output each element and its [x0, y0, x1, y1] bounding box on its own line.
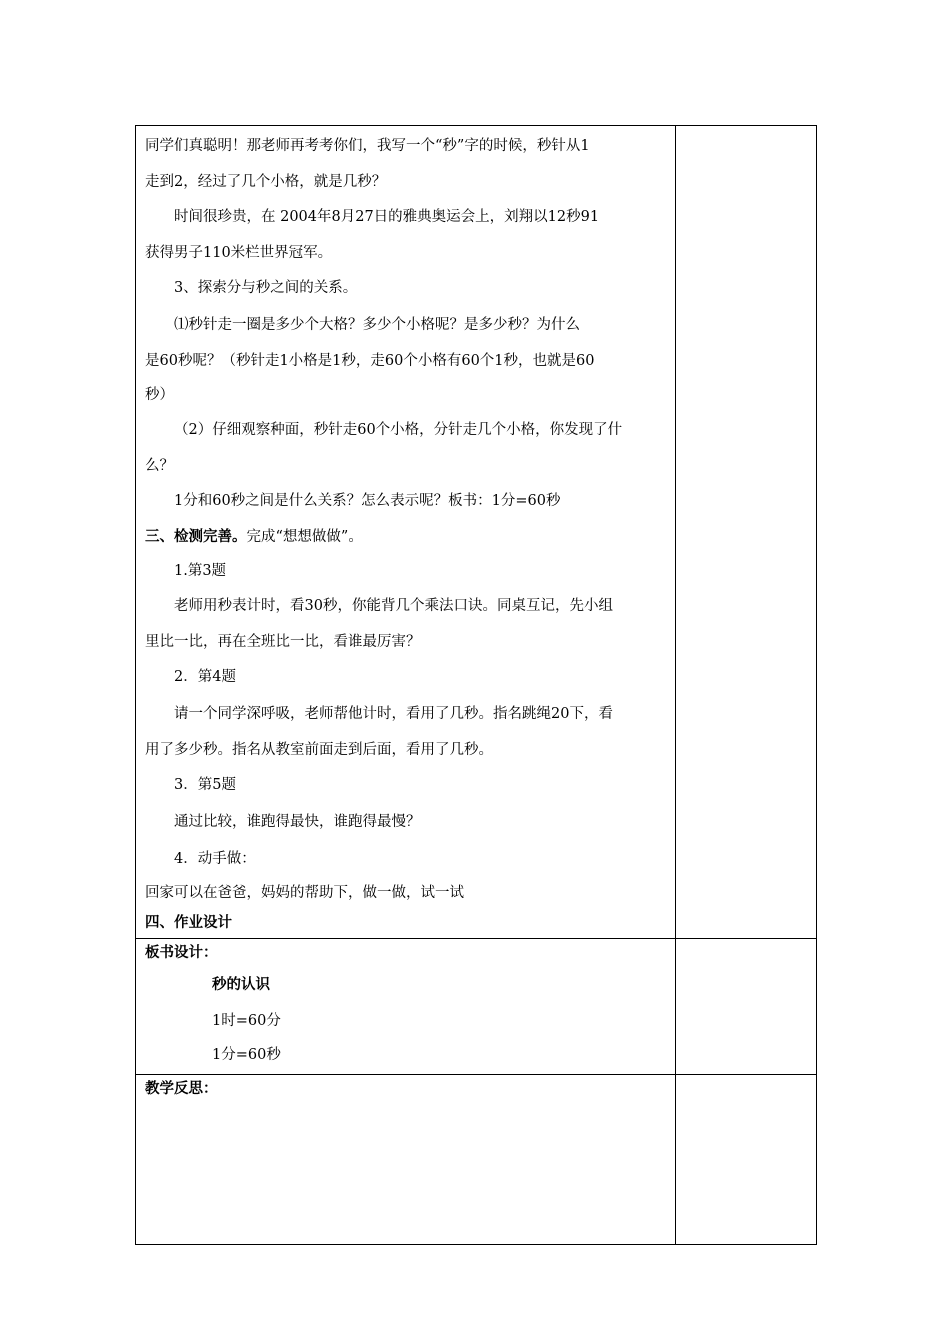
reflection-row	[136, 1075, 817, 1245]
board-title: 秒的认识	[212, 976, 270, 993]
exercise3-title: 3．第5题	[174, 777, 236, 793]
para1-line2: 走到2，经过了几个小格，就是几秒？	[145, 174, 387, 190]
board-label: 板书设计：	[145, 944, 218, 961]
para2-line1: 时间很珍贵，在 2004年8月27日的雅典奥运会上，刘翔以12秒91	[174, 209, 600, 225]
side-notes-cell-3	[676, 1075, 817, 1245]
q1-line2: 是60秒呢？（秒针走1小格是1秒，走60个小格有60个1秒，也就是60	[145, 353, 595, 369]
section3-rest: 完成“想想做做”。	[246, 529, 363, 545]
exercise2-line1: 请一个同学深呼吸，老师帮他计时，看用了几秒。指名跳绳20下，看	[174, 706, 613, 722]
section3-heading	[145, 520, 669, 554]
q1-line1: ⑴秒针走一圈是多少个大格？多少个小格呢？是多少秒？为什么	[174, 317, 580, 333]
side-notes-cell-1	[676, 126, 817, 939]
exercise4-line1: 回家可以在爸爸，妈妈的帮助下，做一做，试一试	[145, 885, 464, 901]
exercise3-line1: 通过比较，谁跑得最快，谁跑得最慢？	[174, 814, 421, 830]
board-design-cell	[136, 939, 676, 1075]
exercise1-line2: 里比一比，再在全班比一比，看谁最厉害？	[145, 634, 421, 650]
board-line1: 1时=60分	[212, 1013, 281, 1029]
section3-title: 三、检测完善。	[145, 528, 247, 545]
q2-line2: 么？	[145, 458, 174, 474]
teaching-process-cell	[136, 126, 676, 939]
section4-title: 四、作业设计	[145, 914, 232, 931]
exercise2-title: 2．第4题	[174, 669, 236, 685]
para2-line2: 获得男子110米栏世界冠军。	[145, 245, 333, 261]
para1-line1: 同学们真聪明！那老师再考考你们，我写一个“秒”字的时候，秒针从1	[145, 138, 590, 154]
exercise1-title: 1.第3题	[174, 563, 227, 579]
board-line2: 1分=60秒	[212, 1047, 281, 1063]
side-notes-cell-2	[676, 939, 817, 1075]
board-design-row	[136, 939, 817, 1075]
exercise4-title: 4．动手做：	[174, 851, 256, 867]
reflection-label: 教学反思：	[145, 1080, 218, 1097]
exercise1-line1: 老师用秒表计时，看30秒，你能背几个乘法口诀。同桌互记，先小组	[174, 598, 613, 614]
teaching-process-row	[136, 126, 817, 939]
relation-line: 1分和60秒之间是什么关系？怎么表示呢？板书：1分=60秒	[174, 493, 561, 509]
exercise2-line2: 用了多少秒。指名从教室前面走到后面，看用了几秒。	[145, 742, 493, 758]
lesson-plan-table	[135, 125, 817, 1245]
item3: 3、探索分与秒之间的关系。	[174, 280, 358, 296]
reflection-cell	[136, 1075, 676, 1245]
q2-line1: （2）仔细观察种面，秒针走60个小格，分针走几个小格，你发现了什	[174, 422, 623, 438]
q1-line3: 秒）	[145, 387, 174, 403]
